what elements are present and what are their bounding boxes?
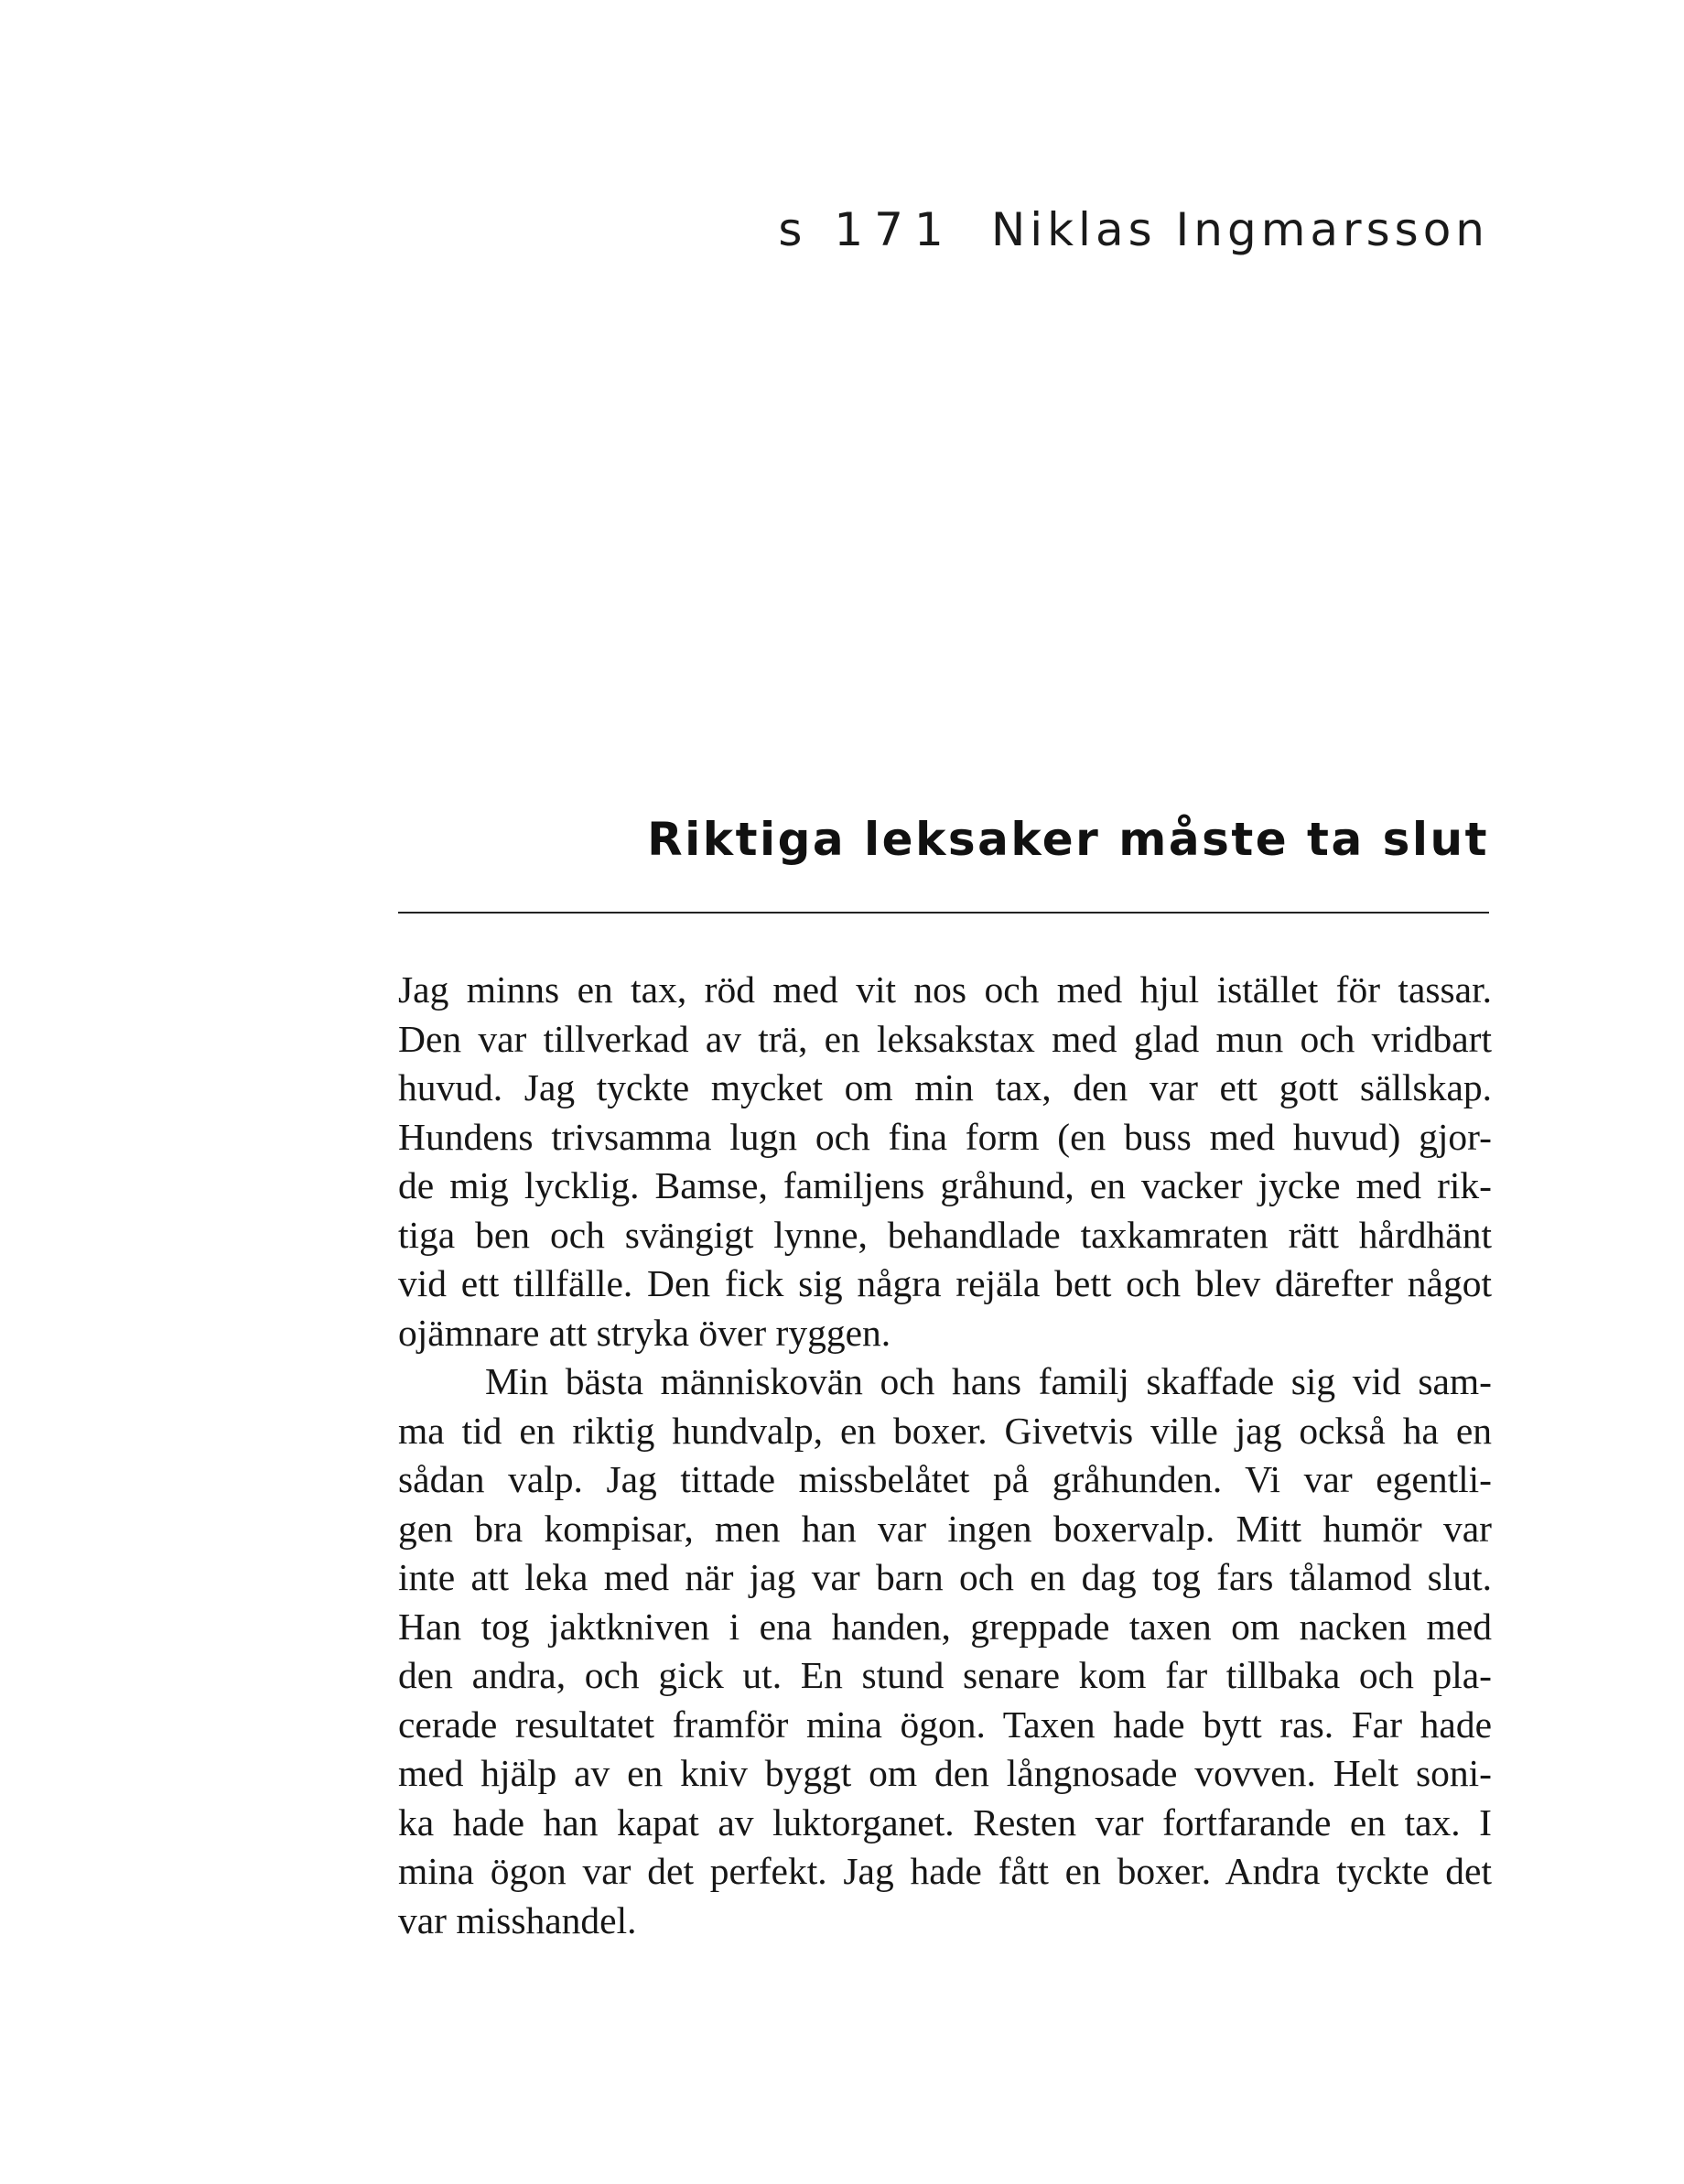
text-line: cerade resultatet framför mina ögon. Taxen hade bytt ras. Far hade	[398, 1703, 1492, 1746]
text-line: Han tog jaktkniven i ena handen, greppade taxen om nacken med	[398, 1605, 1492, 1648]
text-line: med hjälp av en kniv byggt om den långnosade vovven. Helt soni-	[398, 1752, 1492, 1794]
running-head	[778, 203, 1489, 256]
text-line: sådan valp. Jag tittade missbelåtet på gråhunden. Vi var egentli-	[398, 1458, 1492, 1500]
text-line: Jag minns en tax, röd med vit nos och med hjul istället för tassar.	[398, 968, 1492, 1011]
text-line: ma tid en riktig hundvalp, en boxer. Givetvis ville jag också ha en	[398, 1409, 1492, 1452]
text-line: ojämnare att stryka över ryggen.	[398, 1311, 891, 1354]
paragraph-2	[398, 1357, 1492, 1945]
text-line: Hundens trivsamma lugn och fina form (en buss med huvud) gjor-	[398, 1115, 1492, 1158]
text-line: Den var tillverkad av trä, en leksakstax med glad mun och vridbart	[398, 1017, 1492, 1060]
author-name: Niklas Ingmarsson	[990, 203, 1489, 256]
body-text	[398, 966, 1492, 1945]
text-line: den andra, och gick ut. En stund senare kom far tillbaka och pla-	[398, 1654, 1492, 1696]
title-rule	[398, 912, 1489, 914]
text-line: de mig lycklig. Bamse, familjens gråhund, en vacker jycke med rik-	[398, 1164, 1492, 1206]
paragraph-1	[398, 966, 1492, 1357]
text-line: tiga ben och svängigt lynne, behandlade taxkamraten rätt hårdhänt	[398, 1213, 1492, 1256]
text-line: vid ett tillfälle. Den fick sig några rejäla bett och blev därefter något	[398, 1262, 1492, 1304]
text-line: mina ögon var det perfekt. Jag hade fått en boxer. Andra tyckte det	[398, 1850, 1492, 1892]
text-line: var misshandel.	[398, 1898, 637, 1941]
section-marker: s	[778, 203, 807, 256]
text-line: gen bra kompisar, men han var ingen boxervalp. Mitt humör var	[398, 1507, 1492, 1550]
text-line: ka hade han kapat av luktorganet. Resten var fortfarande en tax. I	[398, 1800, 1492, 1843]
text-line: Min bästa människovän och hans familj skaffade sig vid sam-	[485, 1360, 1492, 1402]
chapter-title: Riktiga leksaker måste ta slut	[647, 813, 1489, 866]
text-line: inte att leka med när jag var barn och en dag tog fars tålamod slut.	[398, 1556, 1492, 1598]
text-line: huvud. Jag tyckte mycket om min tax, den var ett gott sällskap.	[398, 1066, 1492, 1108]
page-number: 171	[834, 203, 955, 256]
